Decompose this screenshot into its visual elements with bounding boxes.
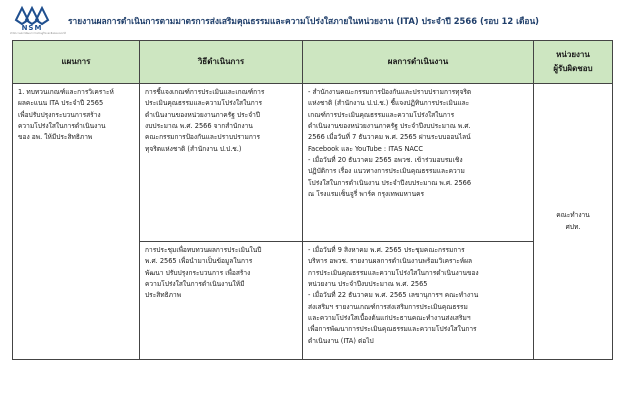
result-line: และความโปร่งใสเบื้องต้นแก่ประธานคณะทำงานส่งเสริมฯ bbox=[308, 313, 471, 322]
result-cell bbox=[303, 242, 534, 360]
header-plan: แผนการ bbox=[13, 41, 140, 84]
method-line: ประเมินคุณธรรมและความโปร่งใสในการ bbox=[145, 99, 263, 108]
plan-line: ผลคะแนน ITA ประจำปี 2565 bbox=[18, 99, 104, 108]
header-result: ผลการดำเนินงาน bbox=[303, 41, 534, 84]
result-item bbox=[308, 87, 528, 155]
report-header bbox=[0, 0, 619, 36]
plan-line: 1. ทบทวนเกณฑ์และการวิเคราะห์ bbox=[18, 88, 114, 96]
logo-text: NSM bbox=[21, 24, 43, 32]
plan-line: เพื่อปรับปรุงกระบวนการสร้าง bbox=[18, 110, 101, 119]
result-line: เกณฑ์การประเมินคุณธรรมและความโปร่งใสในการ bbox=[308, 110, 455, 119]
result-item bbox=[308, 245, 528, 290]
responsible-cell bbox=[534, 84, 613, 360]
nsm-logo bbox=[10, 4, 66, 35]
method-cell bbox=[140, 84, 303, 242]
result-line: หน่วยงาน ประจำปีงบประมาณ พ.ศ. 2565 bbox=[308, 279, 428, 288]
report-title: รายงานผลการดำเนินการตามมาตรการส่งเสริมคุณธรรมและความโปร่งใสภายในหน่วยงาน (ITA) ประจำปี 2566 (รอบ 12 เดือน) bbox=[68, 16, 539, 26]
ita-report-table bbox=[12, 40, 613, 360]
result-line: - สำนักงานคณะกรรมการป้องกันและปราบปรามการทุจริต bbox=[308, 88, 472, 96]
method-line: ดำเนินงานของหน่วยงานภาครัฐ ประจำปี bbox=[145, 110, 260, 119]
result-line: บริหาร อพวช. รายงานผลการดำเนินงานพร้อมวิเคราะห์ผล bbox=[308, 257, 473, 266]
header-responsible-line: ผู้รับผิดชอบ bbox=[553, 64, 593, 73]
result-line: - เมื่อวันที่ 22 ธันวาคม พ.ศ. 2565 เลขานุการฯ คณะทำงาน bbox=[308, 291, 479, 300]
result-line: - เมื่อวันที่ 9 สิงหาคม พ.ศ. 2565 ประชุมคณะกรรมการ bbox=[308, 246, 465, 254]
responsible-line: ศปท. bbox=[565, 222, 581, 231]
result-line: ณ โรงแรมเซ็นจูรี่ พาร์ค กรุงเทพมหานคร bbox=[308, 189, 425, 198]
result-line: ดำเนินงาน (ITA) ต่อไป bbox=[308, 336, 374, 345]
result-line: การประเมินคุณธรรมและความโปร่งใสในการดำเนินงานของ bbox=[308, 268, 479, 277]
method-line: การชี้แจงเกณฑ์การประเมินและเกณฑ์การ bbox=[145, 88, 265, 96]
result-item bbox=[308, 155, 528, 200]
result-line: ดำเนินงานของหน่วยงานภาครัฐ ประจำปีงบประมาณ พ.ศ. bbox=[308, 121, 471, 130]
table-row bbox=[13, 84, 613, 242]
method-cell bbox=[140, 242, 303, 360]
header-method: วิธีดำเนินการ bbox=[140, 41, 303, 84]
plan-cell bbox=[13, 84, 140, 360]
method-line: การประชุมเพื่อทบทวนผลการประเมินในปี bbox=[145, 246, 262, 254]
plan-line: ของ อพ. ให้มีประสิทธิภาพ bbox=[18, 133, 93, 142]
header-responsible-line: หน่วยงาน bbox=[556, 50, 590, 60]
method-line: งบประมาณ พ.ศ. 2566 จากสำนักงาน bbox=[145, 121, 253, 130]
result-cell bbox=[303, 84, 534, 242]
result-line: ปฏิบัติการ เรื่อง แนวทางการประเมินคุณธรรมและความ bbox=[308, 167, 465, 176]
table-header-row bbox=[13, 41, 613, 84]
responsible-line: คณะทำงาน bbox=[556, 211, 590, 220]
result-line: Facebook และ YouTube : ITAS NACC bbox=[308, 144, 424, 153]
method-line: ประสิทธิภาพ bbox=[145, 291, 182, 300]
method-line: พ.ศ. 2565 เพื่อนำมาเป็นข้อมูลในการ bbox=[145, 257, 253, 266]
result-line: โปร่งใสในการดำเนินงาน ประจำปีงบประมาณ พ.ศ. 2566 bbox=[308, 178, 472, 187]
result-line: 2566 เมื่อวันที่ 7 ธันวาคม พ.ศ. 2565 ผ่านระบบออนไลน์ bbox=[308, 133, 471, 142]
plan-line: ความโปร่งใสในการดำเนินงาน bbox=[18, 121, 106, 130]
result-item bbox=[308, 290, 528, 347]
method-line: คณะกรรมการป้องกันและปราบปรามการ bbox=[145, 133, 261, 142]
result-line: เพื่อการพัฒนาการประเมินคุณธรรมและความโปร่งใสในการ bbox=[308, 325, 477, 334]
result-line: - เมื่อวันที่ 20 ธันวาคม 2565 อพวช. เข้าร่วมอบรมเชิง bbox=[308, 155, 463, 164]
result-line: ส่งเสริมฯ รายงานเกณฑ์การส่งเสริมการประเมินคุณธรรม bbox=[308, 302, 468, 311]
result-line: แห่งชาติ (สำนักงาน ป.ป.ช.) ชี้แจงปฏิทินการประเมินและ bbox=[308, 99, 470, 108]
header-responsible bbox=[534, 41, 613, 84]
logo-mark-icon bbox=[10, 4, 54, 26]
method-line: ทุจริตแห่งชาติ (สำนักงาน ป.ป.ช.) bbox=[145, 144, 242, 153]
logo-subtext: สำนักงานสภาพัฒนาการเศรษฐกิจและสังคมแห่งชาติ bbox=[10, 32, 66, 35]
method-line: พัฒนา ปรับปรุงกระบวนการ เพื่อสร้าง bbox=[145, 268, 251, 277]
method-line: ความโปร่งใสในการดำเนินงานให้มี bbox=[145, 279, 245, 288]
